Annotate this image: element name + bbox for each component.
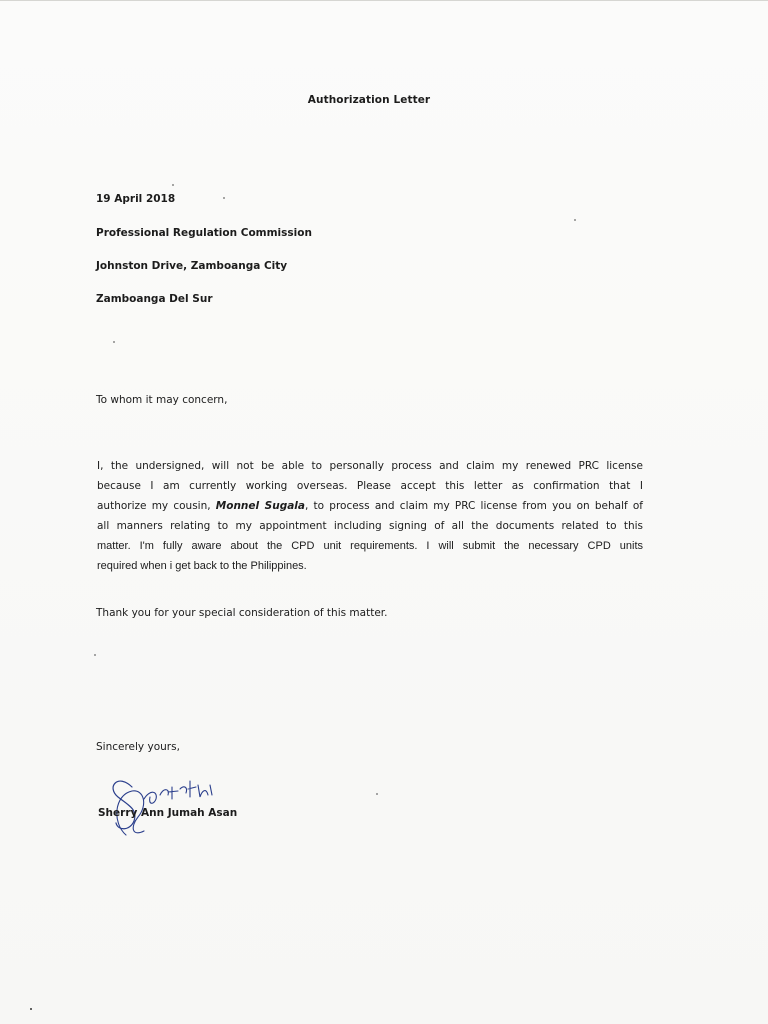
scan-speck bbox=[113, 341, 115, 343]
body-paragraph bbox=[97, 456, 643, 576]
body-line: required when i get back to the Philippines. bbox=[97, 560, 307, 572]
cousin-name: Monnel Sugala bbox=[215, 500, 305, 512]
letter-title: Authorization Letter bbox=[307, 94, 431, 106]
body-line: matter. I'm fully aware about the CPD unit requirements. I will submit the necessary CPD units bbox=[97, 540, 643, 552]
scan-speck bbox=[172, 184, 174, 186]
scan-speck bbox=[30, 1008, 32, 1010]
recipient-street: Johnston Drive, Zamboanga City bbox=[96, 260, 288, 272]
body-text: , to process and claim my PRC license from you on behalf of bbox=[304, 500, 644, 512]
signature-icon bbox=[104, 765, 234, 845]
scan-speck bbox=[376, 793, 378, 795]
body-line: I, the undersigned, will not be able to personally process and claim my renewed PRC license bbox=[97, 460, 643, 472]
scan-speck bbox=[574, 219, 576, 221]
recipient-org: Professional Regulation Commission bbox=[96, 227, 312, 239]
signer-name: Sherry Ann Jumah Asan bbox=[98, 807, 238, 819]
scan-speck bbox=[94, 654, 96, 656]
closing-line: Sincerely yours, bbox=[96, 741, 180, 753]
body-text: authorize my cousin, bbox=[97, 500, 216, 512]
recipient-province: Zamboanga Del Sur bbox=[96, 293, 213, 305]
salutation: To whom it may concern, bbox=[96, 394, 228, 406]
body-line: because I am currently working overseas. Please accept this letter as confirmation that I bbox=[97, 480, 643, 492]
body-line: all manners relating to my appointment including signing of all the documents related to this bbox=[97, 520, 643, 532]
letter-date: 19 April 2018 bbox=[96, 193, 176, 205]
scan-edge bbox=[0, 0, 768, 6]
body-line bbox=[97, 496, 643, 516]
scan-speck bbox=[223, 197, 225, 199]
thanks-line: Thank you for your special consideration of this matter. bbox=[96, 607, 388, 619]
